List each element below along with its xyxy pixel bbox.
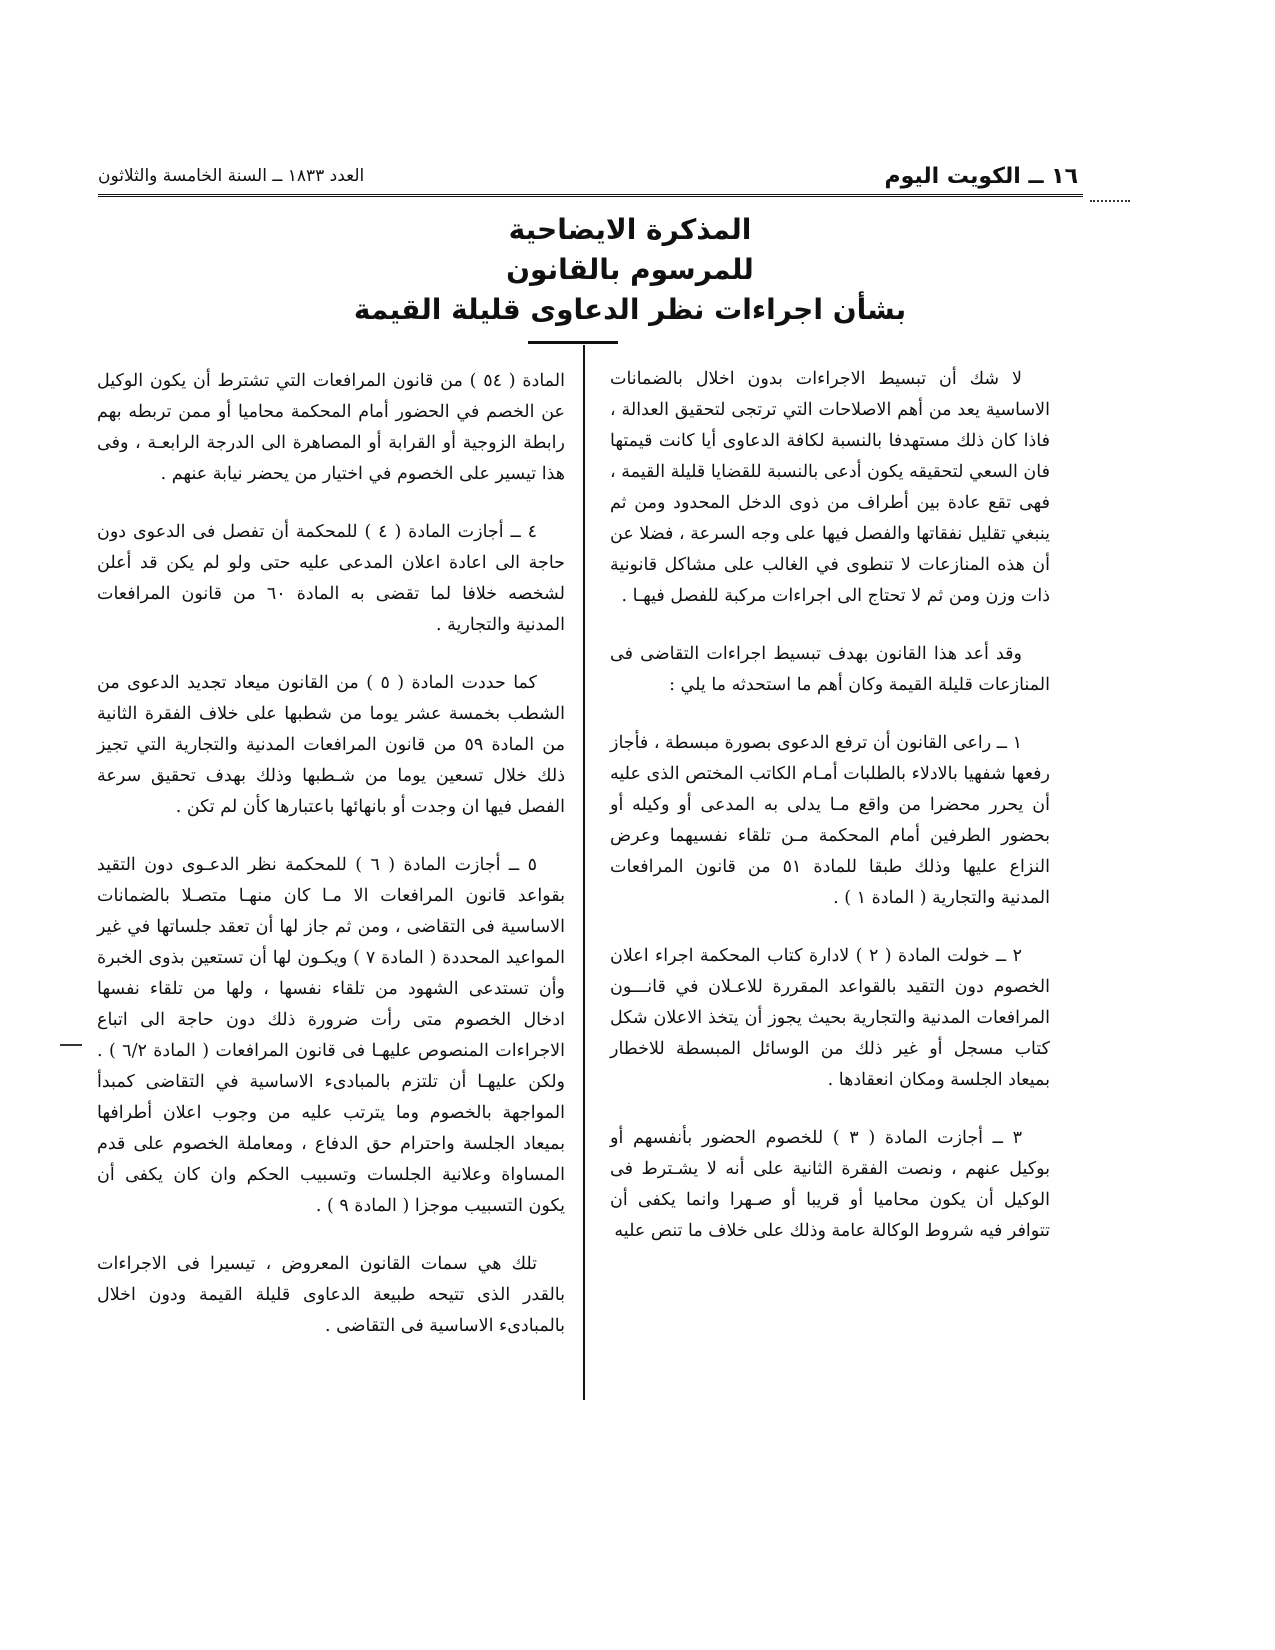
column-divider [583, 345, 585, 1400]
paragraph: المادة ( ٥٤ ) من قانون المرافعات التي تشترط أن يكون الوكيل عن الخصم في الحضور أمام المحكمة محاميا أو ممن تربطه بهم رابطة الزوجية أو القرابة أو المصاهرة الى الدرجة الرابعـة ، وفى هذا تيسير على الخصوم في اختيار من يحضر نيابة عنهم . [97, 371, 565, 484]
header-rule [98, 194, 1083, 197]
paragraph: ٣ ــ أجازت المادة ( ٣ ) للخصوم الحضور بأنفسهم أو بوكيل عنهم ، ونصت الفقرة الثانية على أنه لا يشـترط فى الوكيل أن يكون محاميا أو قريبا أو صـهرا وانما يكفى أن تتوافر فيه شروط الوكالة عامة وذلك على خلاف ما تنص عليه [610, 1128, 1050, 1241]
paragraph: ٢ ــ خولت المادة ( ٢ ) لادارة كتاب المحكمة اجراء اعلان الخصوم دون التقيد بالقواعد المقررة للاعـلان في قانـــون المرافعات المدنية والتجارية بحيث يجوز أن يتخذ الاعلان شكل كتاب مسجل أو غير ذلك من الوسائل المبسطة للاخطار بميعاد الجلسة ومكان انعقادها . [610, 946, 1050, 1090]
header-rule-trail [1090, 200, 1130, 202]
paragraph: ٤ ــ أجازت المادة ( ٤ ) للمحكمة أن تفصل فى الدعوى دون حاجة الى اعادة اعلان المدعى عليه حتى ولو لم يكن قد أعلن لشخصه خلافا لما تقضى به المادة ٦٠ من قانون المرافعات المدنية والتجارية . [97, 522, 565, 635]
paragraph: ١ ــ راعى القانون أن ترفع الدعوى بصورة مبسطة ، فأجاز رفعها شفهيا بالادلاء بالطلبات أمـام الكاتب المختص الذى عليه أن يحرر محضرا من واقع مـا يدلى به المدعى أو وكيله أو بحضور الطرفين أمام المحكمة مـن تلقاء نفسيهما وعرض النزاع عليها وذلك طبقا للمادة ٥١ من قانون المرافعات المدنية والتجارية ( المادة ١ ) . [610, 733, 1050, 908]
paragraph: ٥ ــ أجازت المادة ( ٦ ) للمحكمة نظر الدعـوى دون التقيد بقواعد قانون المرافعات الا مـا كان منهـا متصـلا بالضمانات الاساسية فى التقاضى ، ومن ثم جاز لها أن تعقد جلساتها في غير المواعيد المحددة ( المادة ٧ ) ويكـون لها أن تستعين بذوى الخبرة وأن تستدعى الشهود من تلقاء نفسها ، ولها من تلقاء نفسها ادخال الخصوم متى رأت ضرورة ذلك دون حاجة الى اتباع الاجراءات المنصوص عليهـا فى قانون المرافعات ( المادة ٦/٢ ) . ولكن عليهـا أن تلتزم بالمبادىء الاساسية في التقاضى كمبدأ المواجهة بالخصوم وما يترتب عليه من وجوب اعلان أطرافها بميعاد الجلسة واحترام حق الدفاع ، ومعاملة الخصوم على قدم المساواة وعلانية الجلسات وتسبيب الحكم وان كان يكفى أن يكون التسبيب موجزا ( المادة ٩ ) . [97, 855, 566, 1216]
document-title-block [260, 210, 1000, 330]
issue-label: العدد ١٨٣٣ ــ السنة الخامسة والثلاثون [98, 166, 365, 186]
title-rule [528, 341, 618, 344]
page-number-label: ١٦ ــ الكويت اليوم [884, 164, 1078, 189]
right-column [610, 364, 1050, 1274]
paragraph: تلك هي سمات القانون المعروض ، تيسيرا فى الاجراءات بالقدر الذى تتيحه طبيعة الدعاوى قليلة القيمة ودون اخلال بالمبادىء الاساسية فى التقاضى . [97, 1254, 565, 1336]
title-line: المذكرة الايضاحية [508, 213, 752, 246]
margin-mark [60, 1044, 82, 1046]
title-line: بشأن اجراءات نظر الدعاوى قليلة القيمة [353, 293, 907, 326]
paragraph: كما حددت المادة ( ٥ ) من القانون ميعاد تجديد الدعوى من الشطب بخمسة عشر يوما من شطبها على خلاف الفقرة الثانية من المادة ٥٩ من قانون المرافعات المدنية والتجارية التي تجيز ذلك خلال تسعين يوما من شـطبها وذلك بهدف تحقيق سرعة الفصل فيها ان وجدت أو بانهائها باعتبارها كأن لم تكن . [97, 673, 565, 817]
page-header [98, 164, 1078, 190]
paragraph: لا شك أن تبسيط الاجراءات بدون اخلال بالضمانات الاساسية يعد من أهم الاصلاحات التي ترتجى لتحقيق العدالة ، فاذا كان ذلك مستهدفا بالنسبة لكافة الدعاوى أيا كانت قيمتها فان السعي لتحقيقه يكون أدعى بالنسبة للقضايا قليلة القيمة ، فهى تقع عادة بين أطراف من ذوى الدخل المحدود ومن ثم ينبغي تقليل نفقاتها والفصل فيها على وجه السرعة ، فضلا عن أن هذه المنازعات لا تنطوى في الغالب على مشاكل قانونية ذات وزن ومن ثم لا تحتاج الى اجراءات مركبة للفصل فيهـا . [610, 369, 1050, 606]
left-column [97, 366, 565, 1369]
paragraph: وقد أعد هذا القانون بهدف تبسيط اجراءات التقاضى فى المنازعات قليلة القيمة وكان أهم ما استحدثه ما يلي : [610, 644, 1050, 695]
title-line: للمرسوم بالقانون [506, 253, 754, 286]
